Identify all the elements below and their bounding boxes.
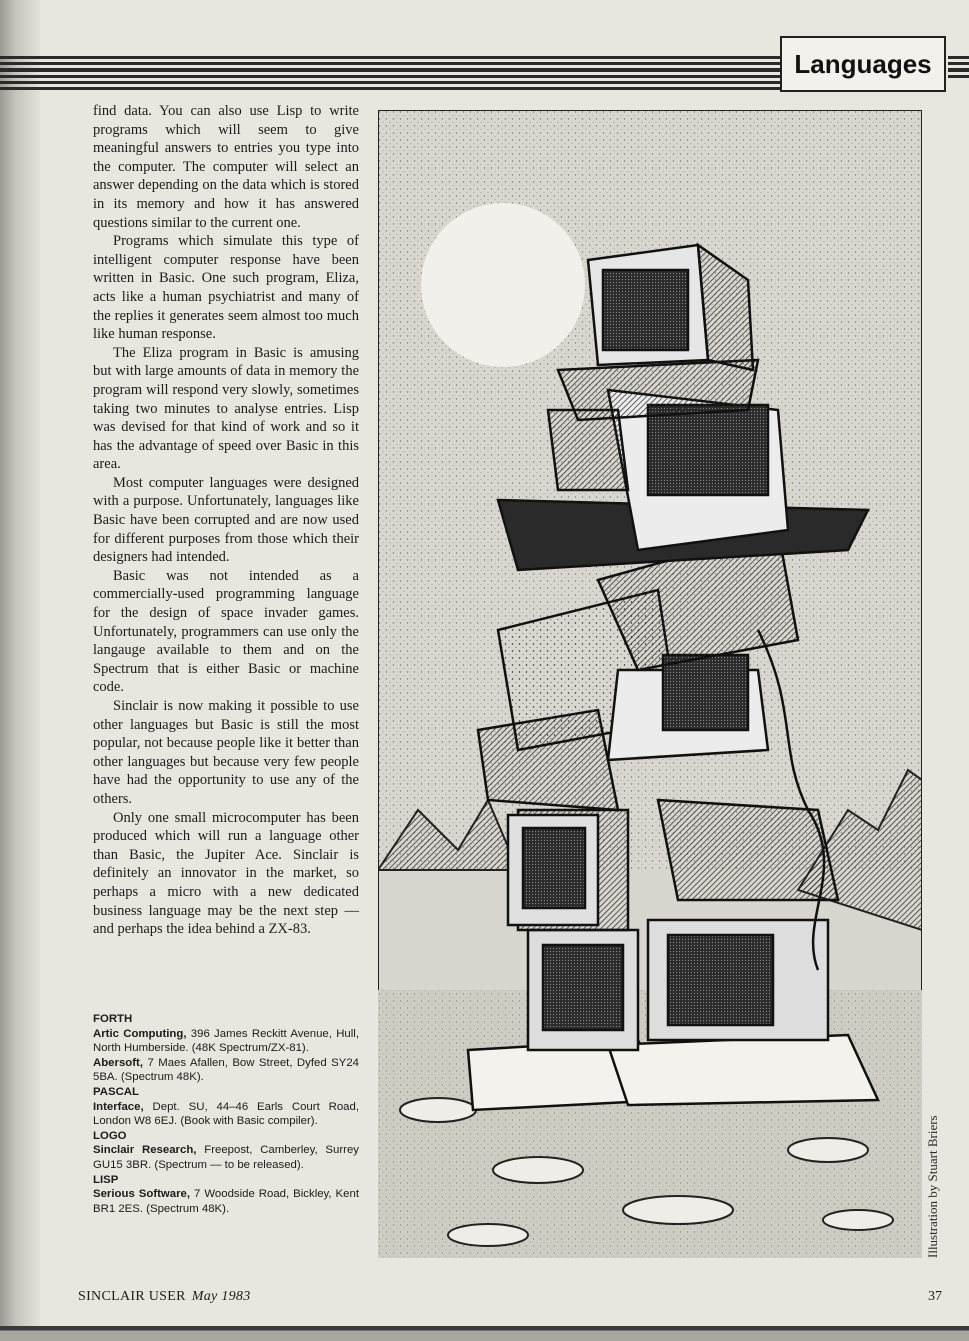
ref-entry-detail: 396 James Reckitt Avenue, Hull, North Humberside. (48K Spectrum/ZX-81). <box>93 1027 359 1055</box>
ref-heading-logo: LOGO <box>93 1129 127 1142</box>
ref-entry <box>93 1187 359 1216</box>
ref-entry-name: Serious Software, <box>93 1188 191 1201</box>
ref-heading-forth: FORTH <box>93 1013 133 1025</box>
body-paragraph: Basic was not intended as a commercially-used programming language for the design of space invader games. Unfortunately, programmers can use only the langauge available to them and on the Spectrum that is either Basic or machine code. <box>93 567 359 696</box>
ref-entry <box>93 1027 359 1056</box>
article-body <box>93 102 359 939</box>
ref-entry <box>93 1100 359 1129</box>
supplier-references <box>93 1012 359 1216</box>
section-label-box <box>780 36 946 92</box>
header-rules-right <box>948 50 969 94</box>
section-label: Languages <box>794 48 932 79</box>
computer-tower-illustration <box>378 110 922 1258</box>
ref-entry <box>93 1143 359 1172</box>
ref-entry-detail: Dept. SU, 44–46 Earls Court Road, London W8 6EJ. (Book with Basic compiler). <box>93 1100 359 1128</box>
body-paragraph: Sinclair is now making it possible to use other languages but Basic is still the most popular, not because people like it better than other languages but because very few people have had the opportunity to use any of the others. <box>93 698 359 807</box>
ref-entry-detail: 7 Maes Afallen, Bow Street, Dyfed SY24 5BA. (Spectrum 48K). <box>93 1056 359 1084</box>
body-paragraph: Only one small microcomputer has been produced which will run a language other than Basic, the Jupiter Ace. Sinclair is definitely an innovator in the market, so perhaps a micro with a new dedicated business language may be the next step — and perhaps the idea behind a ZX-83. <box>93 809 359 938</box>
ref-heading-lisp: LISP <box>93 1173 119 1186</box>
footer-issue-date: May 1983 <box>191 1289 251 1304</box>
body-paragraph: Most computer languages were designed with a purpose. Unfortunately, languages like Basic have been corrupted and are now used for different purposes from those which their designers had intended. <box>93 474 359 566</box>
ref-entry <box>93 1056 359 1085</box>
body-paragraph: The Eliza program in Basic is amusing but with large amounts of data in memory the program will respond very slowly, sometimes taking two minutes to analyse entries. Lisp was devised for that kind of work and so it has the advantage of speed over Basic in this area. <box>93 344 359 473</box>
body-paragraph: Programs which simulate this type of intelligent computer response have been written in Basic. One such program, Eliza, acts like a human psychiatrist and many of the replies it generates seem almost too much like human response. <box>93 233 359 343</box>
header-rules-left <box>0 50 790 94</box>
page-gutter-shadow <box>0 0 40 1341</box>
page-number: 37 <box>928 1289 942 1304</box>
ref-entry-name: Interface, <box>93 1100 144 1113</box>
footer-magazine <box>78 1289 251 1305</box>
page-bottom-edge <box>0 1326 969 1341</box>
ref-entry-name: Abersoft, <box>93 1056 143 1069</box>
ref-entry-name: Sinclair Research, <box>93 1144 197 1157</box>
illustration-credit: Illustration by Stuart Briers <box>925 1115 940 1258</box>
ref-entry-detail: 7 Woodside Road, Bickley, Kent BR1 2ES. (Spectrum 48K). <box>93 1188 359 1215</box>
ref-entry-detail: Freepost, Camberley, Surrey GU15 3BR. (Spectrum — to be released). <box>93 1144 359 1171</box>
ref-entry-name: Artic Computing, <box>93 1027 187 1040</box>
footer-magazine-name: SINCLAIR USER <box>78 1289 186 1304</box>
ref-heading-pascal: PASCAL <box>93 1085 139 1098</box>
body-paragraph: find data. You can also use Lisp to write programs which will seem to give meaningful answers to entries you type into the computer. The computer will select an answer depending on the data which is stored in its memory and how it has answered questions similar to the current one. <box>93 103 359 231</box>
